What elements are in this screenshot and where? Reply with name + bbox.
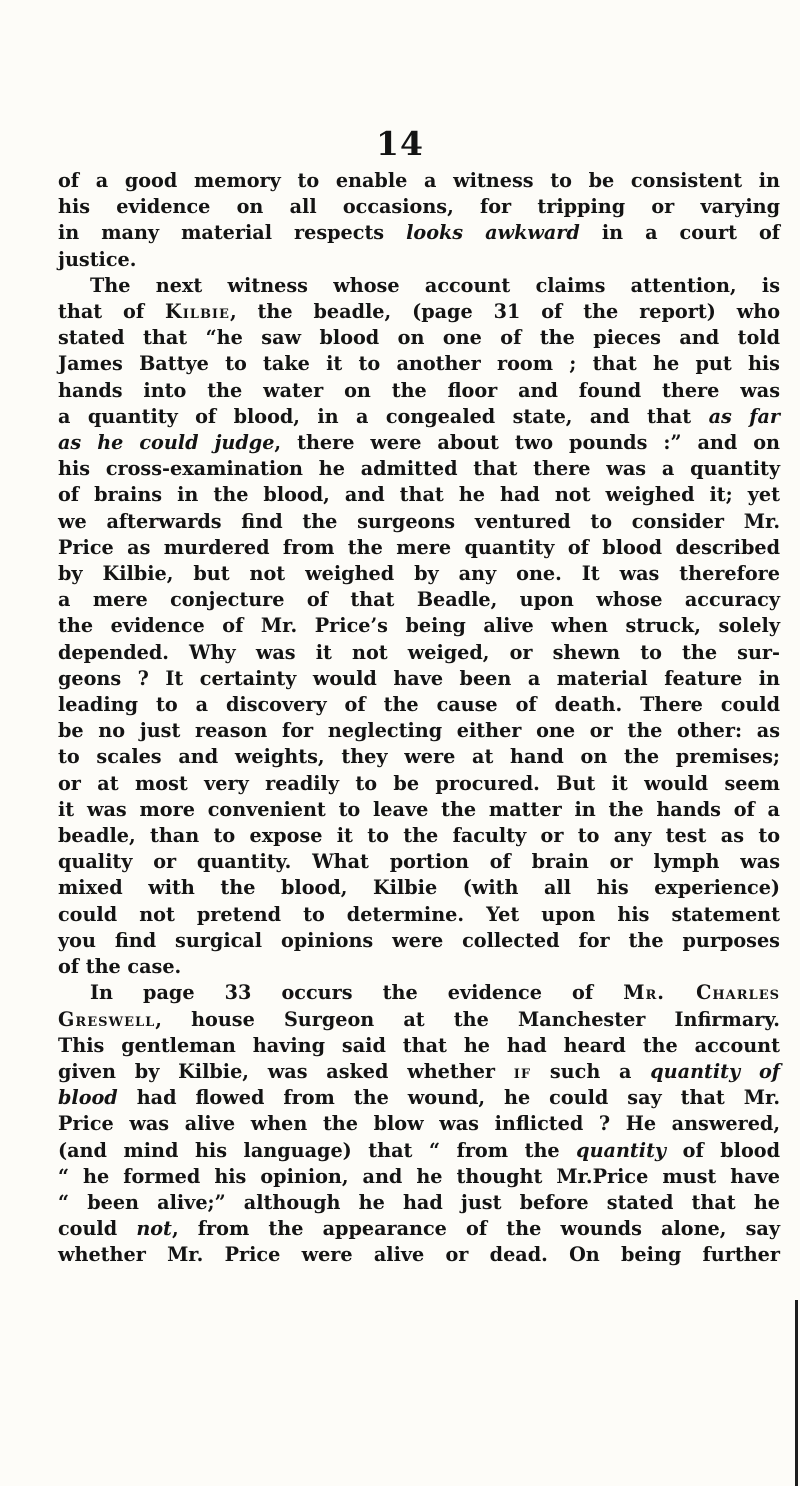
text-line	[58, 666, 780, 692]
emphasis: quantity	[576, 1138, 667, 1162]
text-span: (and mind his language) that “ from the	[58, 1138, 577, 1162]
emphasis: looks awkward	[406, 221, 580, 245]
text-span: hands into the water on the floor and found there was	[58, 378, 780, 402]
text-line	[58, 1242, 780, 1268]
emphasis: as he could judge	[58, 431, 275, 455]
text-line	[58, 378, 780, 404]
text-span: In page 33 occurs the evidence of	[90, 981, 624, 1005]
text-line	[58, 430, 780, 456]
text-line	[58, 456, 780, 482]
text-span: you find surgical opinions were collected for the purposes	[58, 928, 780, 952]
small-caps-name: Mr. Charles	[623, 981, 780, 1005]
text-span: depended. Why was it not weiged, or shewn to the sur-	[58, 640, 780, 664]
text-line	[58, 1007, 780, 1033]
text-line	[58, 744, 780, 770]
emphasis: as far	[708, 404, 780, 428]
text-line	[58, 194, 780, 220]
text-span: in many material respects	[58, 221, 407, 245]
text-span: given by Kilbie, was asked whether	[58, 1059, 514, 1083]
text-line	[58, 404, 780, 430]
text-line	[58, 535, 780, 561]
page-edge-mark	[795, 1300, 798, 1486]
text-line	[58, 247, 780, 273]
text-line	[58, 1033, 780, 1059]
text-line	[58, 928, 780, 954]
text-line	[58, 1190, 780, 1216]
text-span: leading to a discovery of the cause of death. There could	[58, 693, 780, 717]
page-number: 14	[376, 124, 424, 163]
text-line	[58, 273, 780, 299]
emphasis: not	[136, 1217, 172, 1241]
text-span: a mere conjecture of that Beadle, upon whose accuracy	[58, 588, 780, 612]
text-span: , house Surgeon at the Manchester Infirmary.	[155, 1007, 780, 1031]
text-span: that of	[58, 300, 166, 324]
text-span: such a	[531, 1059, 651, 1083]
text-line	[58, 325, 780, 351]
text-span: of the case.	[58, 955, 182, 979]
text-span: justice.	[58, 247, 137, 271]
text-span: his cross-examination he admitted that there was a quantity	[58, 457, 780, 481]
emphasis: blood	[58, 1086, 118, 1110]
text-line	[58, 482, 780, 508]
text-span: quality or quantity. What portion of brain or lymph was	[58, 850, 780, 874]
text-span: his evidence on all occasions, for tripping or varying	[58, 195, 780, 219]
text-span: a quantity of blood, in a congealed state, and that	[58, 404, 709, 428]
text-line	[58, 613, 780, 639]
text-span: to scales and weights, they were at hand on the premises;	[58, 745, 780, 769]
text-span: , the beadle, (page 31 of the report) who	[229, 300, 780, 324]
text-span: , from the appearance of the wounds alone, say	[171, 1217, 780, 1241]
text-line	[58, 561, 780, 587]
text-span: of a good memory to enable a witness to be consistent in	[58, 169, 780, 192]
text-span: This gentleman having said that he had heard the account	[58, 1033, 780, 1057]
text-span: geons ? It certainty would have been a material feature in	[58, 666, 780, 690]
text-line	[58, 849, 780, 875]
text-line	[58, 1216, 780, 1242]
text-line	[58, 875, 780, 901]
text-line	[58, 823, 780, 849]
text-line	[58, 299, 780, 325]
small-caps-word: if	[513, 1059, 532, 1083]
text-span: “ been alive;” although he had just before stated that he	[58, 1190, 780, 1214]
text-span: stated that “he saw blood on one of the pieces and told	[58, 326, 780, 350]
text-line	[58, 1111, 780, 1137]
text-span: , there were about two pounds :” and on	[274, 431, 780, 455]
emphasis: quantity of	[650, 1059, 781, 1083]
text-line	[58, 954, 780, 980]
text-span: of blood	[666, 1138, 780, 1162]
text-span: The next witness whose account claims attention, is	[90, 273, 780, 297]
text-line	[58, 902, 780, 928]
body-text	[58, 168, 780, 1269]
text-span: the evidence of Mr. Price’s being alive when struck, solely	[58, 614, 780, 638]
text-line	[58, 1059, 780, 1085]
text-span: “ he formed his opinion, and he thought Mr.Price must have	[58, 1164, 780, 1188]
text-line	[58, 980, 780, 1006]
text-line	[58, 797, 780, 823]
text-line	[58, 587, 780, 613]
text-line	[58, 771, 780, 797]
text-span: we afterwards find the surgeons ventured to consider Mr.	[58, 509, 780, 533]
text-span: in a court of	[579, 221, 780, 245]
text-span: could	[58, 1217, 137, 1241]
text-span: beadle, than to expose it to the faculty or to any test as to	[58, 824, 780, 848]
small-caps-name: Kilbie	[165, 300, 230, 324]
text-line	[58, 640, 780, 666]
text-span: of brains in the blood, and that he had not weighed it; yet	[58, 483, 780, 507]
text-line	[58, 509, 780, 535]
text-span: by Kilbie, but not weighed by any one. It was therefore	[58, 562, 780, 586]
text-span: whether Mr. Price were alive or dead. On being further	[58, 1243, 780, 1267]
text-line	[58, 1085, 780, 1111]
text-line	[58, 1138, 780, 1164]
text-span: be no just reason for neglecting either one or the other: as	[58, 719, 780, 743]
small-caps-name: Greswell	[58, 1007, 156, 1031]
text-span: or at most very readily to be procured. But it would seem	[58, 771, 780, 795]
text-span: James Battye to take it to another room ; that he put his	[58, 352, 780, 376]
text-line	[58, 220, 780, 246]
text-line	[58, 692, 780, 718]
text-span: could not pretend to determine. Yet upon his statement	[58, 902, 780, 926]
text-span: mixed with the blood, Kilbie (with all his experience)	[58, 876, 780, 900]
text-line	[58, 168, 780, 194]
text-line	[58, 718, 780, 744]
text-line	[58, 1164, 780, 1190]
text-line	[58, 351, 780, 377]
text-span: had flowed from the wound, he could say that Mr.	[117, 1086, 780, 1110]
text-span: Price was alive when the blow was inflicted ? He answered,	[58, 1112, 780, 1136]
text-span: it was more convenient to leave the matter in the hands of a	[58, 797, 780, 821]
text-span: Price as murdered from the mere quantity of blood described	[58, 535, 780, 559]
